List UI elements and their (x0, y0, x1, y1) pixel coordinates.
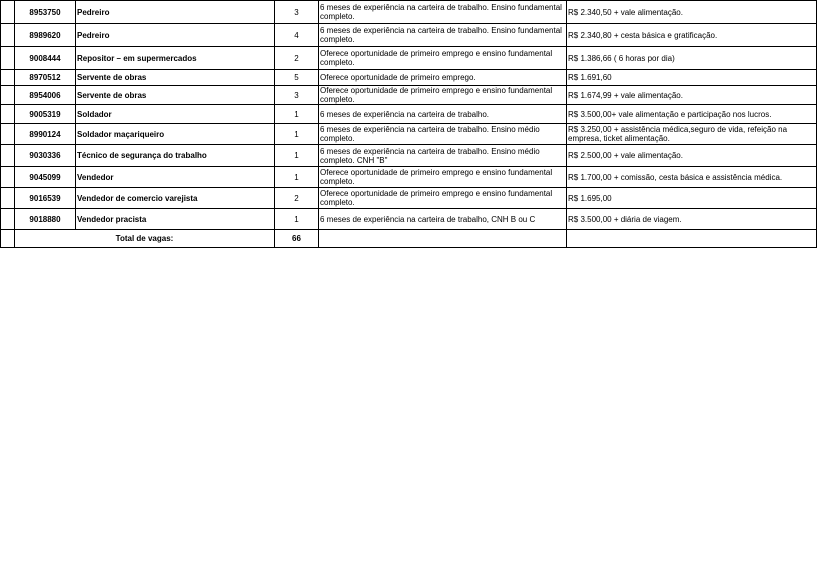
job-title: Soldador (76, 105, 275, 124)
table-row (1, 1, 817, 24)
blank-cell (1, 105, 15, 124)
requirements: Oferece oportunidade de primeiro emprego e ensino fundamental completo. (319, 86, 567, 105)
salary-benefits: R$ 2.500,00 + vale alimentação. (567, 145, 817, 167)
vacancy-count: 3 (275, 86, 319, 105)
table-row (1, 167, 817, 188)
table-row (1, 86, 817, 105)
salary-benefits: R$ 1.691,60 (567, 70, 817, 86)
vacancy-count: 3 (275, 1, 319, 24)
salary-benefits: R$ 1.674,99 + vale alimentação. (567, 86, 817, 105)
empty-cell (319, 230, 567, 248)
salary-benefits: R$ 1.386,66 ( 6 horas por dia) (567, 47, 817, 70)
vacancy-code: 9030336 (15, 145, 76, 167)
table-row (1, 124, 817, 145)
vacancy-code: 8953750 (15, 1, 76, 24)
job-title: Vendedor de comercio varejista (76, 188, 275, 209)
vacancy-count: 1 (275, 124, 319, 145)
blank-cell (1, 230, 15, 248)
table-row (1, 145, 817, 167)
job-title: Repositor – em supermercados (76, 47, 275, 70)
vacancy-code: 9008444 (15, 47, 76, 70)
vacancy-code: 8990124 (15, 124, 76, 145)
vacancy-count: 1 (275, 145, 319, 167)
salary-benefits: R$ 2.340,50 + vale alimentação. (567, 1, 817, 24)
requirements: Oferece oportunidade de primeiro emprego e ensino fundamental completo. (319, 188, 567, 209)
vacancy-code: 9018880 (15, 209, 76, 230)
blank-cell (1, 145, 15, 167)
requirements: 6 meses de experiência na carteira de trabalho. (319, 105, 567, 124)
table-body (1, 1, 817, 230)
blank-cell (1, 1, 15, 24)
table-row (1, 209, 817, 230)
vacancy-code: 8970512 (15, 70, 76, 86)
table-footer (1, 230, 817, 248)
requirements: 6 meses de experiência na carteira de trabalho. Ensino médio completo. CNH "B" (319, 145, 567, 167)
salary-benefits: R$ 3.500,00+ vale alimentação e participação nos lucros. (567, 105, 817, 124)
total-label: Total de vagas: (15, 230, 275, 248)
blank-cell (1, 70, 15, 86)
table-row (1, 105, 817, 124)
blank-cell (1, 124, 15, 145)
vacancy-count: 1 (275, 105, 319, 124)
vacancy-count: 2 (275, 47, 319, 70)
blank-cell (1, 86, 15, 105)
vacancy-count: 2 (275, 188, 319, 209)
requirements: Oferece oportunidade de primeiro emprego. (319, 70, 567, 86)
vacancy-count: 4 (275, 24, 319, 47)
job-vacancies-table (0, 0, 817, 248)
job-title: Servente de obras (76, 86, 275, 105)
empty-cell (567, 230, 817, 248)
total-value: 66 (275, 230, 319, 248)
blank-cell (1, 188, 15, 209)
vacancy-code: 8954006 (15, 86, 76, 105)
job-title: Vendedor pracista (76, 209, 275, 230)
table-row (1, 47, 817, 70)
requirements: 6 meses de experiência na carteira de trabalho. Ensino médio completo. (319, 124, 567, 145)
requirements: 6 meses de experiência na carteira de trabalho. Ensino fundamental completo. (319, 1, 567, 24)
salary-benefits: R$ 2.340,80 + cesta básica e gratificação. (567, 24, 817, 47)
table-row (1, 70, 817, 86)
requirements: 6 meses de experiência na carteira de trabalho. Ensino fundamental completo. (319, 24, 567, 47)
blank-cell (1, 209, 15, 230)
table-row (1, 24, 817, 47)
vacancy-count: 1 (275, 209, 319, 230)
vacancy-code: 8989620 (15, 24, 76, 47)
requirements: 6 meses de experiência na carteira de trabalho, CNH B ou C (319, 209, 567, 230)
vacancy-count: 1 (275, 167, 319, 188)
salary-benefits: R$ 3.500,00 + diária de viagem. (567, 209, 817, 230)
job-title: Servente de obras (76, 70, 275, 86)
salary-benefits: R$ 1.695,00 (567, 188, 817, 209)
job-title: Vendedor (76, 167, 275, 188)
vacancy-code: 9045099 (15, 167, 76, 188)
job-title: Pedreiro (76, 1, 275, 24)
vacancy-code: 9016539 (15, 188, 76, 209)
job-title: Soldador maçariqueiro (76, 124, 275, 145)
blank-cell (1, 167, 15, 188)
salary-benefits: R$ 3.250,00 + assistência médica,seguro de vida, refeição na empresa, ticket alimentação. (567, 124, 817, 145)
vacancy-code: 9005319 (15, 105, 76, 124)
requirements: Oferece oportunidade de primeiro emprego e ensino fundamental completo. (319, 47, 567, 70)
table-row (1, 188, 817, 209)
salary-benefits: R$ 1.700,00 + comissão, cesta básica e assistência médica. (567, 167, 817, 188)
job-title: Pedreiro (76, 24, 275, 47)
total-row (1, 230, 817, 248)
requirements: Oferece oportunidade de primeiro emprego e ensino fundamental completo. (319, 167, 567, 188)
vacancy-count: 5 (275, 70, 319, 86)
blank-cell (1, 47, 15, 70)
job-title: Técnico de segurança do trabalho (76, 145, 275, 167)
blank-cell (1, 24, 15, 47)
